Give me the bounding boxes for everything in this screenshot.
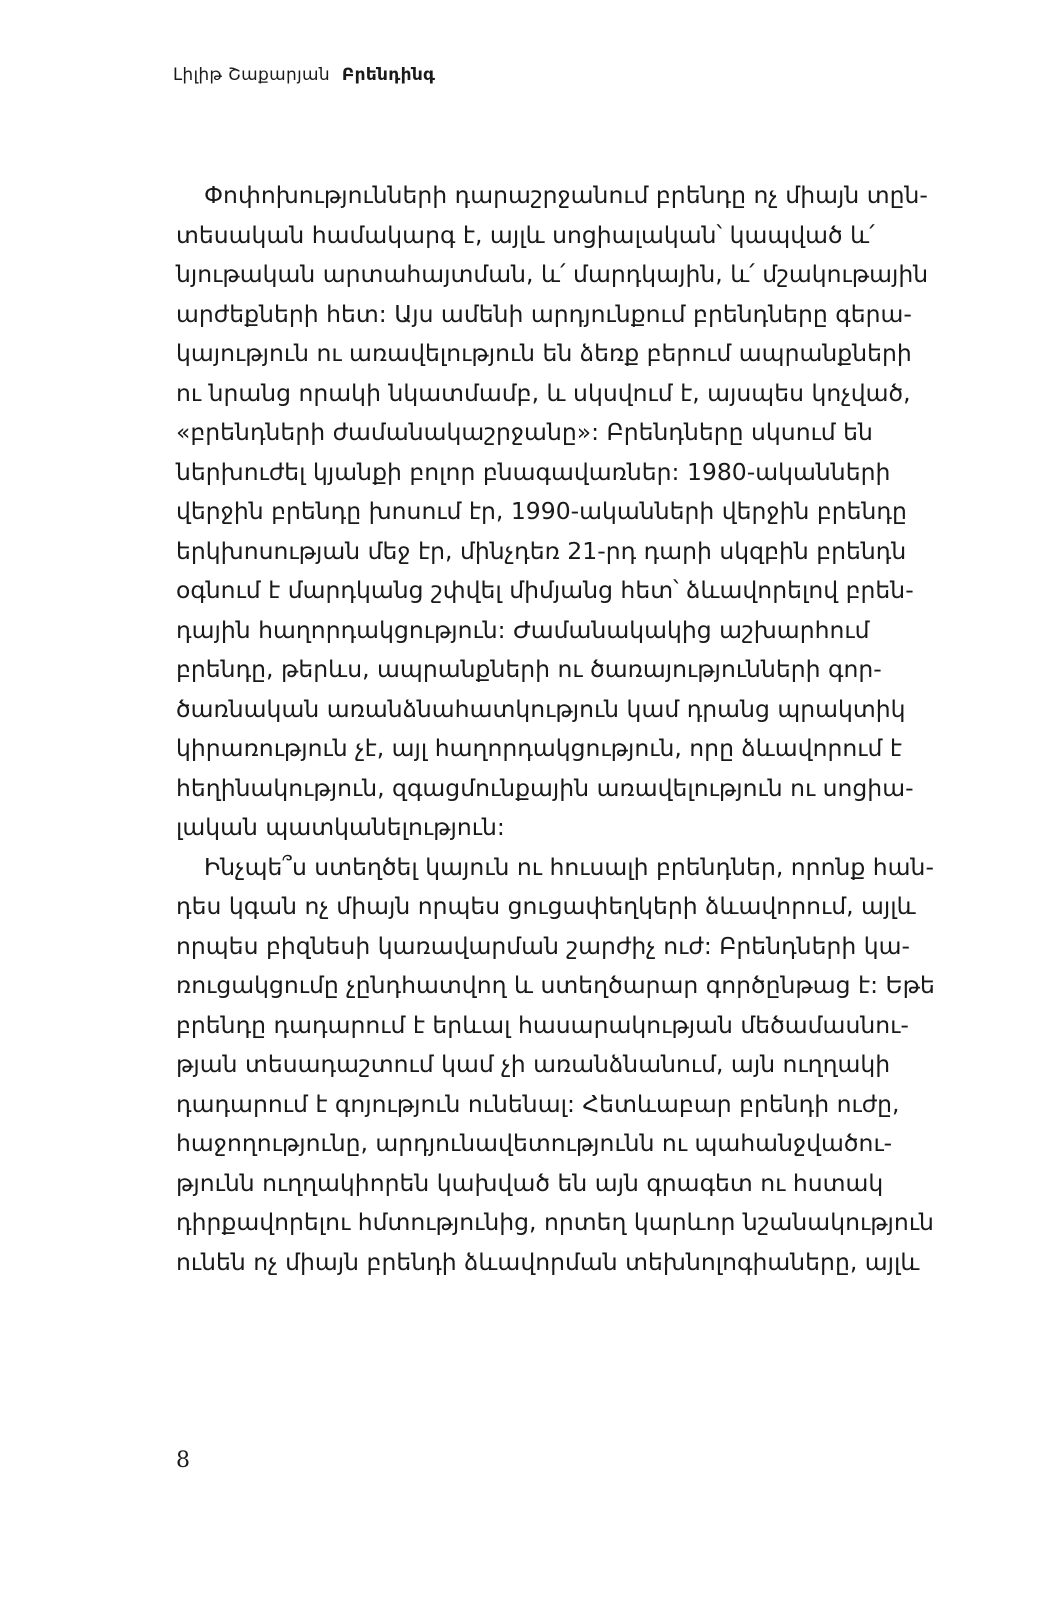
running-header — [173, 64, 435, 86]
text-line: ու նրանց որակի նկատմամբ, և սկսվում է, այսպես կոչված, — [176, 378, 911, 407]
text-line: որպես բիզնեսի կառավարման շարժիչ ուժ: Բրենդների կա- — [176, 931, 910, 960]
text-line: վերջին բրենդը խոսում էր, 1990-ականների վերջին բրենդը — [176, 497, 907, 525]
text-line: Ինչպե՞ս ստեղծել կայուն ու հուսալի բրենդներ, որոնք հան- — [204, 852, 934, 881]
text-line: ծառնական առանձնահատկություն կամ դրանց պրակտիկ — [176, 694, 906, 723]
text-line: ռուցակցումը չընդհատվող և ստեղծարար գործընթաց է: Եթե — [176, 971, 935, 999]
text-line: երկխոսության մեջ էր, մինչդեռ 21-րդ դարի սկզբին բրենդն — [176, 536, 907, 565]
text-line: ունեն ոչ միայն բրենդի ձևավորման տեխնոլոգիաները, այլև — [176, 1247, 920, 1276]
page-number: 8 — [176, 1448, 190, 1473]
text-line: արժեքների հետ: Այս ամենի արդյունքում բրենդները գերա- — [176, 299, 912, 328]
text-line: օգնում է մարդկանց շփվել միմյանց հետ՝ ձևավորելով բրեն- — [176, 576, 914, 604]
text-line: թյան տեսադաշտում կամ չի առանձնանում, այն ուղղակի — [176, 1050, 891, 1078]
text-line: դիրքավորելու հմտությունից, որտեղ կարևոր նշանակություն — [176, 1208, 934, 1236]
text-line: տեսական համակարգ է, այլև սոցիալական՝ կապված և՛ — [176, 220, 875, 249]
text-line: կիրառություն չէ, այլ հաղորդակցություն, որը ձևավորում է — [176, 734, 902, 762]
text-line: «բրենդների ժամանակաշրջանը»: Բրենդները սկսում են — [176, 418, 873, 446]
text-line: դադարում է գոյություն ունենալ: Հետևաբար բրենդի ուժը, — [176, 1089, 900, 1118]
text-line: հաջողությունը, արդյունավետությունն ու պահանջվածու- — [176, 1129, 893, 1157]
paragraph-2 — [176, 848, 957, 1283]
running-header-title: Բրենդինգ — [341, 65, 436, 85]
text-line: դային հաղորդակցություն: Ժամանակակից աշխարհում — [176, 615, 870, 644]
text-line: լական պատկանելություն: — [176, 813, 505, 841]
text-line: հեղինակություն, զգացմունքային առավելություն ու սոցիա- — [176, 773, 914, 802]
body-text — [176, 176, 957, 1282]
text-line: կայություն ու առավելություն են ձեռք բերում ապրանքների — [176, 339, 912, 367]
paragraph-1 — [176, 176, 957, 848]
text-line: դես կգան ոչ միայն որպես ցուցափեղկերի ձևավորում, այլև — [176, 892, 916, 920]
text-line: բրենդը, թերևս, ապրանքների ու ծառայությունների գոր- — [176, 655, 882, 683]
text-line: թյունն ուղղակիորեն կախված են այն գրագետ ու հստակ — [176, 1168, 884, 1197]
text-line: նյութական արտահայտման, և՛ մարդկային, և՛ մշակութային — [176, 260, 929, 288]
text-line: բրենդը դադարում է երևալ հասարակության մեծամասնու- — [176, 1010, 909, 1039]
text-line: ներխուժել կյանքի բոլոր բնագավառներ: 1980-ականների — [176, 457, 891, 486]
running-header-author: Լիլիթ Շաքարյան — [173, 65, 330, 85]
text-line: Փոփոխությունների դարաշրջանում բրենդը ոչ միայն տըն- — [204, 181, 928, 209]
